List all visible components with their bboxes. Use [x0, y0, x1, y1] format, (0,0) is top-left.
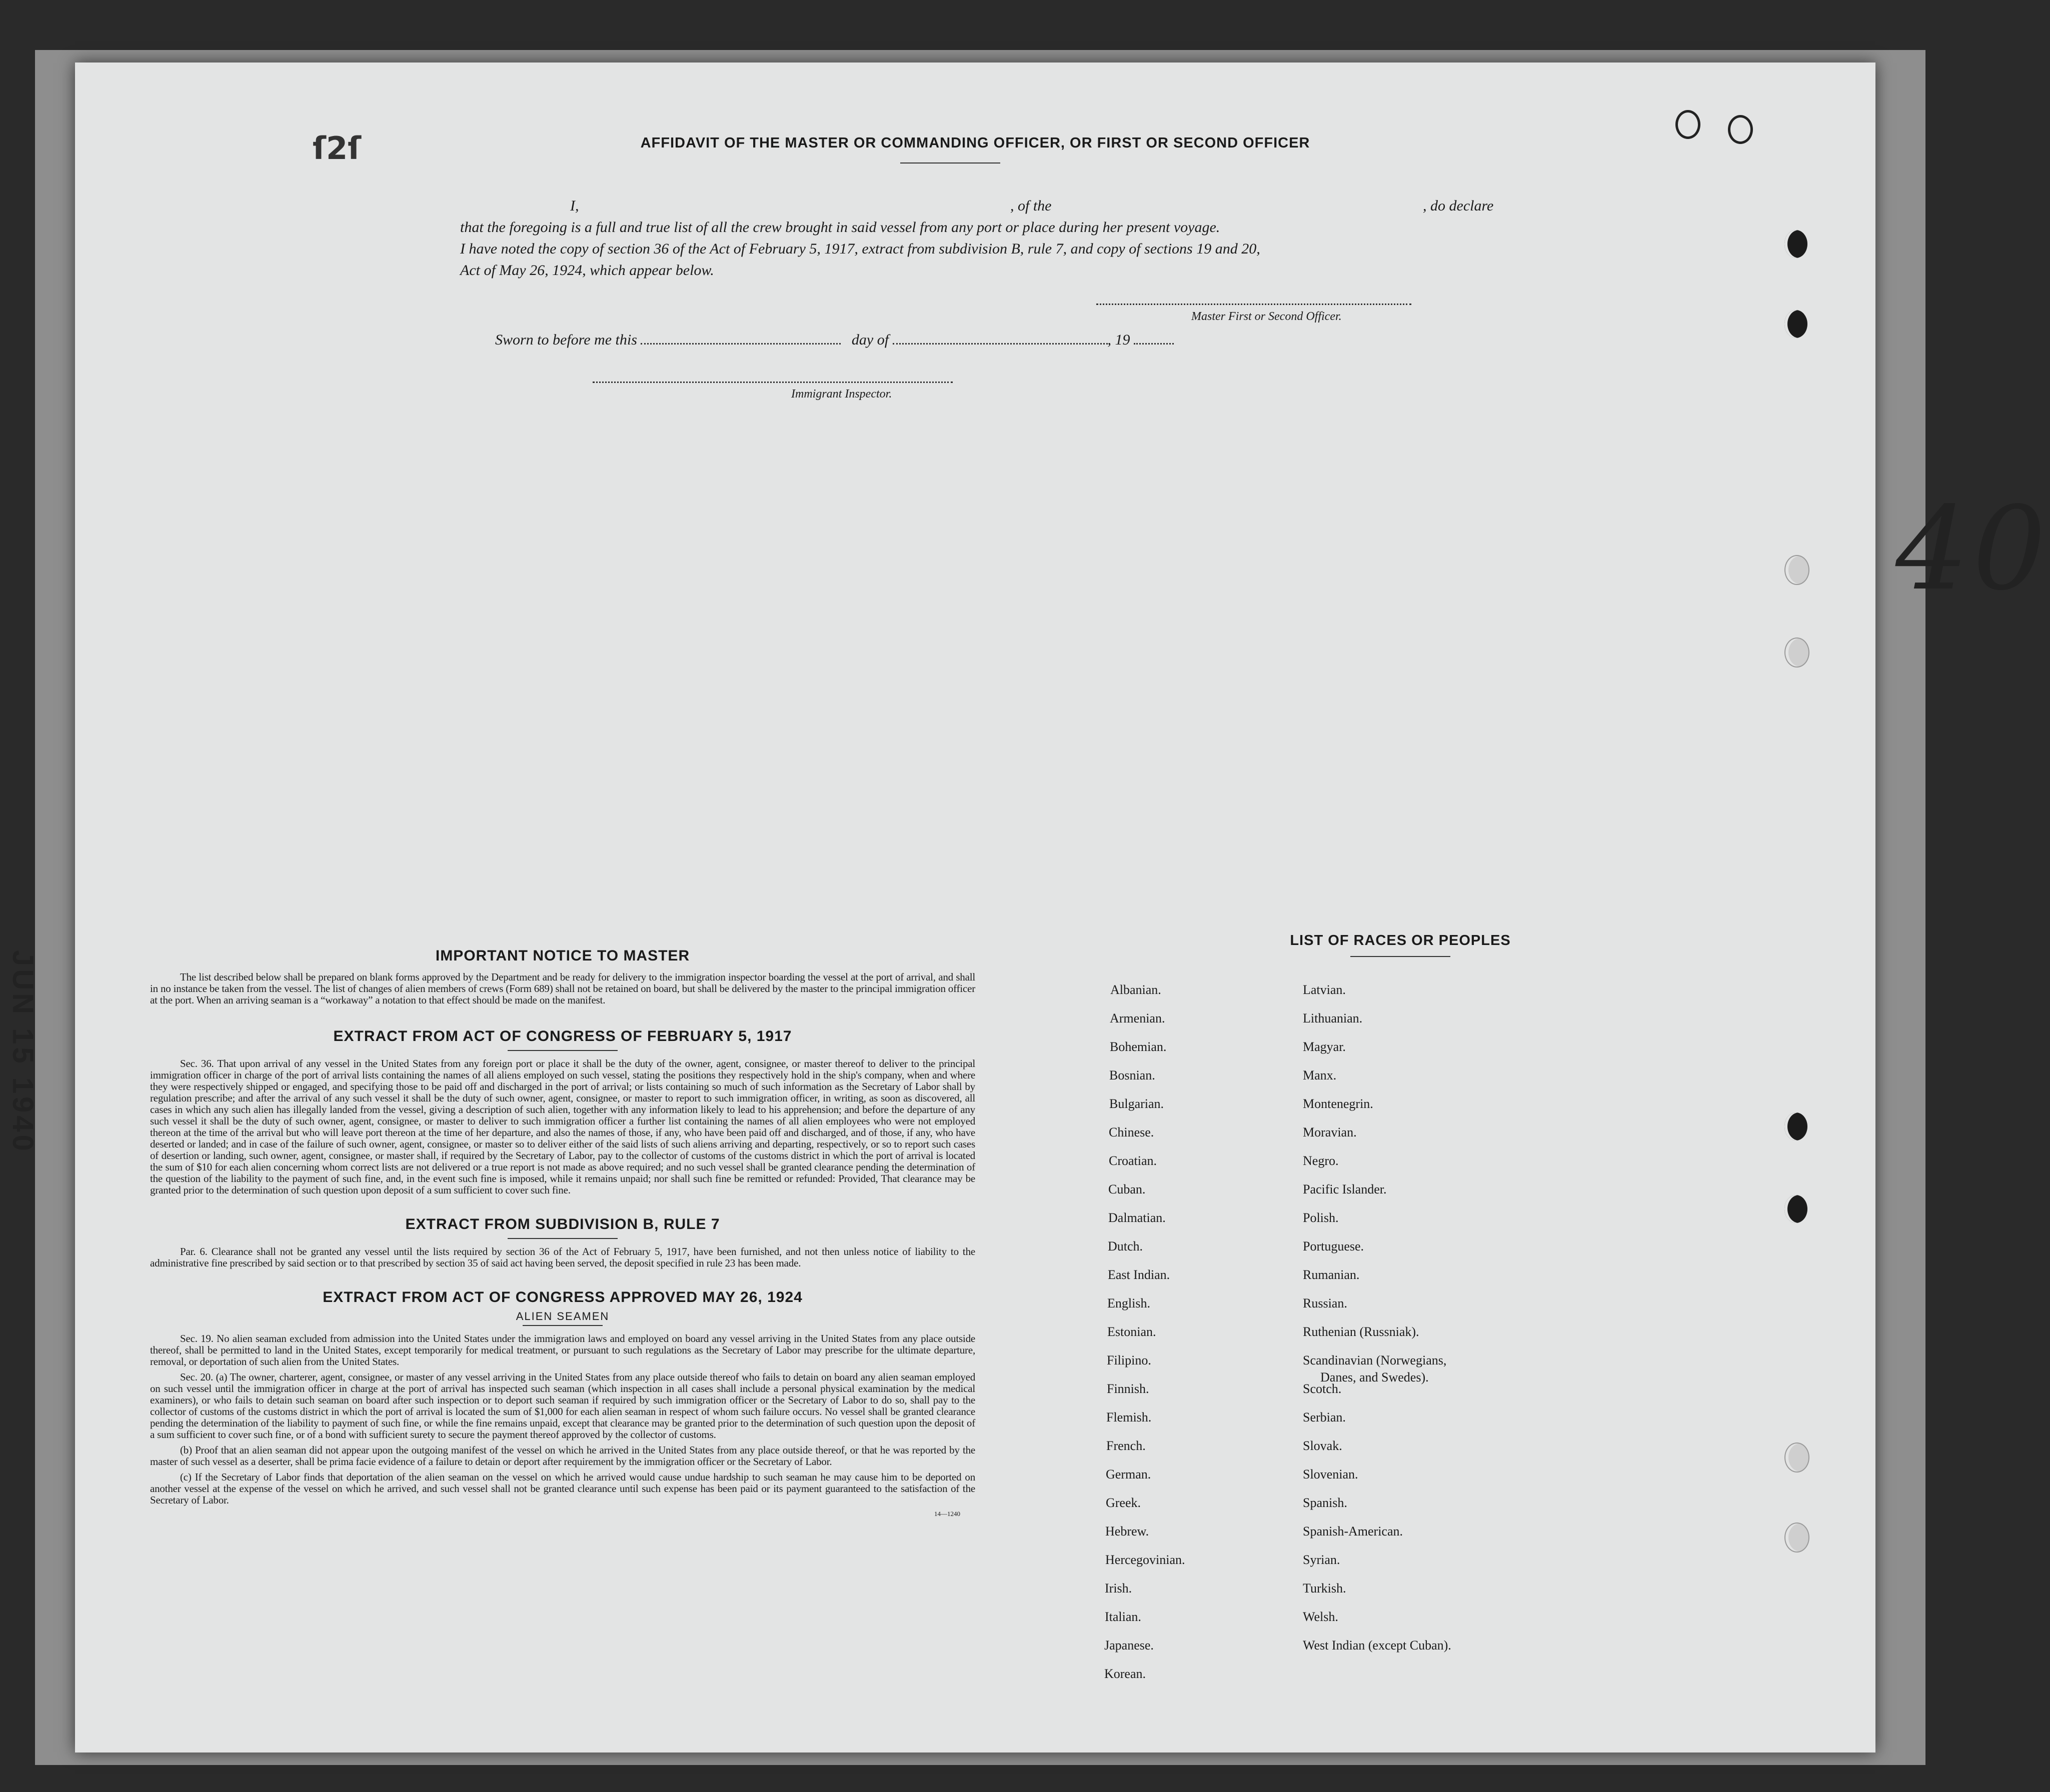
race-item: Armenian. [1110, 1011, 1165, 1026]
affidavit-of-the: , of the [1010, 198, 1052, 214]
race-item: Cuban. [1108, 1182, 1146, 1196]
race-item: Chinese. [1109, 1125, 1154, 1140]
race-item: English. [1107, 1296, 1150, 1310]
affidavit-title: AFFIDAVIT OF THE MASTER OR COMMANDING OFFICER, OR FIRST OR SECOND OFFICER [640, 135, 1310, 151]
race-item: Turkish. [1303, 1581, 1346, 1596]
sworn-prefix: Sworn to before me this [495, 332, 637, 348]
sec-20a-text: Sec. 20. (a) The owner, charterer, agent, consignee, or master of any vessel arriving in the United States from any place outside thereof who fails to detain on board any alien seaman employed on such vessel until the immigration officer in charge at the port of arrival has inspected such seaman (which inspection in all cases shall include a personal physical examination by the medical examiners), or who fails to detain such seaman on board after such inspection or to deport such seaman if required by such immigration officer or the Secretary of Labor to do so, shall pay to the collector of customs of the customs district in which the port of arrival is located the sum of $1,000 for each alien seaman in respect of whom such failure occurs. No vessel shall be granted clearance pending the determination of the liability to payment of such fine, or while the fine remains unpaid, except that clearance may be granted prior to the determination of such question upon the deposit of a sum sufficient to cover such fine, or of a bond with sufficient surety to secure the payment thereof approved by the collector of customs. [150, 1371, 975, 1440]
affidavit-body [460, 195, 1494, 281]
form-page [75, 62, 2050, 1752]
race-item: East Indian. [1108, 1268, 1170, 1282]
race-item: Filipino. [1107, 1353, 1151, 1368]
race-item: Dutch. [1108, 1239, 1143, 1254]
race-item: Serbian. [1303, 1410, 1346, 1424]
affidavit-line-3 [460, 238, 1460, 260]
side-date-stamp: JUN 15 1940 [7, 950, 39, 1154]
punch-hole-icon [1784, 1442, 1809, 1472]
race-item: Moravian. [1303, 1125, 1357, 1140]
section-rule [508, 1050, 618, 1051]
punch-hole-icon [1784, 310, 1807, 338]
race-item: Danes, and Swedes). [1320, 1370, 1429, 1384]
affidavit-line-4 [460, 260, 1460, 281]
punch-hole-icon [1784, 1522, 1809, 1552]
race-item: German. [1106, 1467, 1151, 1482]
title-rule [900, 162, 1000, 164]
race-item: Spanish-American. [1303, 1524, 1403, 1538]
race-item: Irish. [1105, 1581, 1132, 1596]
race-item: Russian. [1303, 1296, 1347, 1310]
punch-hole-icon [1784, 1195, 1807, 1223]
race-item: Dalmatian. [1108, 1210, 1166, 1225]
race-item: West Indian (except Cuban). [1303, 1638, 1451, 1652]
extract-rule7-text: Par. 6. Clearance shall not be granted any vessel until the lists required by section 36 of the Act of February 5, 1917, have been furnished, and not then unless notice of liability to the administrative fine prescribed by said section or to that prescribed by section 35 of said act having been served, the deposit specified in rule 23 has been made. [150, 1246, 975, 1269]
race-item: Ruthenian (Russniak). [1303, 1324, 1419, 1339]
sec-20c-text: (c) If the Secretary of Labor finds that deportation of the alien seaman on the vessel on which he arrived would cause undue hardship to such seaman he may cause him to be deported on another vessel at the expense of the vessel on which he arrived, and such vessel shall not be granted clearance until such expense has been paid or its payment guaranteed to the satisfaction of the Secretary of Labor. [150, 1471, 975, 1506]
race-item: Italian. [1105, 1610, 1141, 1624]
races-section [1100, 932, 1700, 1681]
race-item: Polish. [1303, 1210, 1339, 1225]
affidavit-text: I have noted the copy of section 36 of the Act of February 5, 1917, extract from subdivision B, rule 7, and copy of sections 19 and 20, [460, 240, 1260, 257]
race-item: Bohemian. [1110, 1040, 1167, 1054]
race-item: Albanian. [1110, 982, 1161, 997]
punch-hole-icon [1784, 638, 1809, 668]
punch-hole-icon [1784, 1112, 1807, 1140]
sworn-date-field[interactable] [641, 330, 841, 344]
race-item: Latvian. [1303, 982, 1346, 997]
notice-text: The list described below shall be prepared on blank forms approved by the Department and be ready for delivery to the immigration inspector boarding the vessel at the port of arrival, and shall in no instance be taken from the vessel. The list of changes of alien members of crews (Form 689) shall not be retained on board, but shall be delivered by the master to the principal immigration officer at the port. When an arriving seaman is a “workaway” a notation to that effect should be made on the manifest. [150, 971, 975, 1006]
race-item: Portuguese. [1303, 1239, 1364, 1254]
race-item: Spanish. [1303, 1496, 1347, 1510]
race-item: Slovak. [1303, 1438, 1342, 1453]
race-item: Japanese. [1104, 1638, 1154, 1652]
affidavit-text: that the foregoing is a full and true list of all the crew brought in said vessel from any port or place during her present voyage. [460, 219, 1220, 236]
race-item: Greek. [1106, 1496, 1141, 1510]
race-item: Manx. [1303, 1068, 1337, 1082]
race-item: Rumanian. [1303, 1268, 1360, 1282]
race-item: Bulgarian. [1109, 1096, 1164, 1111]
race-item: Croatian. [1109, 1154, 1157, 1168]
affidavit-line-1 [460, 195, 1494, 216]
section-rule [508, 1238, 618, 1239]
handwritten-number: 40 [1895, 482, 2050, 616]
race-item: Negro. [1303, 1154, 1339, 1168]
race-item: French. [1106, 1438, 1146, 1453]
race-item: Finnish. [1107, 1382, 1149, 1396]
sworn-year-field[interactable] [1134, 330, 1174, 344]
extract-1924-subtitle: ALIEN SEAMEN [516, 1310, 610, 1322]
sworn-day: day of [851, 332, 889, 348]
section-rule [523, 1325, 603, 1326]
race-item: Hebrew. [1105, 1524, 1149, 1538]
notice-column [150, 948, 975, 1518]
punch-hole-icon [1784, 230, 1807, 258]
race-item: Bosnian. [1109, 1068, 1155, 1082]
race-item: Scandinavian (Norwegians, [1303, 1353, 1447, 1368]
inspector-label: Immigrant Inspector. [791, 388, 892, 400]
races-rule [1350, 956, 1450, 957]
race-item: Syrian. [1303, 1552, 1340, 1567]
sworn-year: , 19 [1107, 332, 1130, 348]
race-item: Estonian. [1107, 1324, 1156, 1339]
extract-1924-title: EXTRACT FROM ACT OF CONGRESS APPROVED MAY 26, 1924 [323, 1289, 803, 1306]
sec-20b-text: (b) Proof that an alien seaman did not appear upon the outgoing manifest of the vessel on which he arrived in the United States from any place outside thereof, or that he was reported by the master of such vessel as a deserter, shall be prima facie evidence of a failure to detain or deport after requirement by the immigration officer or the Secretary of Labor. [150, 1444, 975, 1468]
race-item: Slovenian. [1303, 1467, 1358, 1482]
race-item: Montenegrin. [1303, 1096, 1373, 1111]
affidavit-declare: , do declare [1423, 198, 1494, 214]
sworn-line [495, 330, 1174, 348]
extract-1917-text: Sec. 36. That upon arrival of any vessel in the United States from any foreign port or place it shall be the duty of the owner, agent, consignee, or master thereof to deliver to the principal immigration officer in charge of the port of arrival lists containing the names of all aliens employed on such vessel, stating the positions they respectively hold in the ship's company, when and where they were respectively shipped or engaged, and specifying those to be paid off and discharged in the port of arrival; or lists containing so much of such information as the Secretary of Labor shall by regulation prescribe; and after the arrival of any such vessel it shall be the duty of such owner, agent, consignee, or master to report to such immigration officer, in writing, as soon as discovered, all cases in which any such alien has illegally landed from the vessel, giving a description of such alien, together with any information likely to lead to his apprehension; and before the departure of any such vessel it shall be the duty of such owner, agent, consignee, or master to deliver to such immigration officer a further list containing the names of all alien employees who were not employed thereon at the time of the arrival but who will leave port thereon at the time of her departure, and also the names of those, if any, who have been paid off and discharged, and of those, if any, who have deserted or landed; and in case of the failure of such owner, agent, consignee, or master so to deliver either of the said lists of such aliens arriving and departing, respectively, or so to report such cases of desertion or landing, such owner, agent, consignee, or master shall, if required by the Secretary of Labor, pay to the collector of customs of the customs district in which the port of arrival is located the sum of $10 for each alien concerning whom correct lists are not delivered or a true report is not made as above required; and no such vessel shall be granted clearance pending the determination of the question of the liability to the payment of such fine, and, in the event such fine is imposed, while it remains unpaid; nor shall such fine be remitted or refunded: Provided, That clearance may be granted prior to the determination of such question upon deposit of a sum sufficient to cover such fine. [150, 1058, 975, 1196]
extract-rule7-title: EXTRACT FROM SUBDIVISION B, RULE 7 [405, 1216, 720, 1232]
affidavit-i: I, [570, 198, 579, 214]
sworn-month-field[interactable] [893, 330, 1108, 344]
master-signature-line[interactable] [1096, 304, 1411, 305]
corner-mark: ſ2ſ [313, 130, 362, 166]
race-item: Korean. [1104, 1666, 1146, 1681]
race-item: Pacific Islander. [1303, 1182, 1387, 1196]
affidavit-line-2 [460, 216, 1460, 238]
race-item: Scotch. [1303, 1382, 1342, 1396]
inspector-signature-line[interactable] [593, 382, 953, 383]
affidavit-text: Act of May 26, 1924, which appear below. [460, 262, 714, 278]
notice-title: IMPORTANT NOTICE TO MASTER [435, 948, 690, 964]
race-item: Lithuanian. [1303, 1011, 1363, 1026]
races-title: LIST OF RACES OR PEOPLES [1290, 932, 1511, 948]
punch-hole-icon [1784, 555, 1809, 585]
master-signature-label: Master First or Second Officer. [1191, 310, 1342, 323]
race-item: Hercegovinian. [1105, 1552, 1185, 1567]
race-item: Magyar. [1303, 1040, 1346, 1054]
form-number: 14—1240 [934, 1510, 960, 1518]
extract-1917-title: EXTRACT FROM ACT OF CONGRESS OF FEBRUARY 5, 1917 [333, 1028, 792, 1044]
sec-19-text: Sec. 19. No alien seaman excluded from admission into the United States under the immigration laws and employed on board any vessel arriving in the United States from any place outside thereof, shall be permitted to land in the United States, except temporarily for medical treatment, or pursuant to such regulations as the Secretary of Labor may prescribe for the ultimate departure, removal, or deportation of such alien from the United States. [150, 1332, 975, 1368]
race-item: Welsh. [1303, 1610, 1338, 1624]
race-item: Flemish. [1106, 1410, 1152, 1424]
